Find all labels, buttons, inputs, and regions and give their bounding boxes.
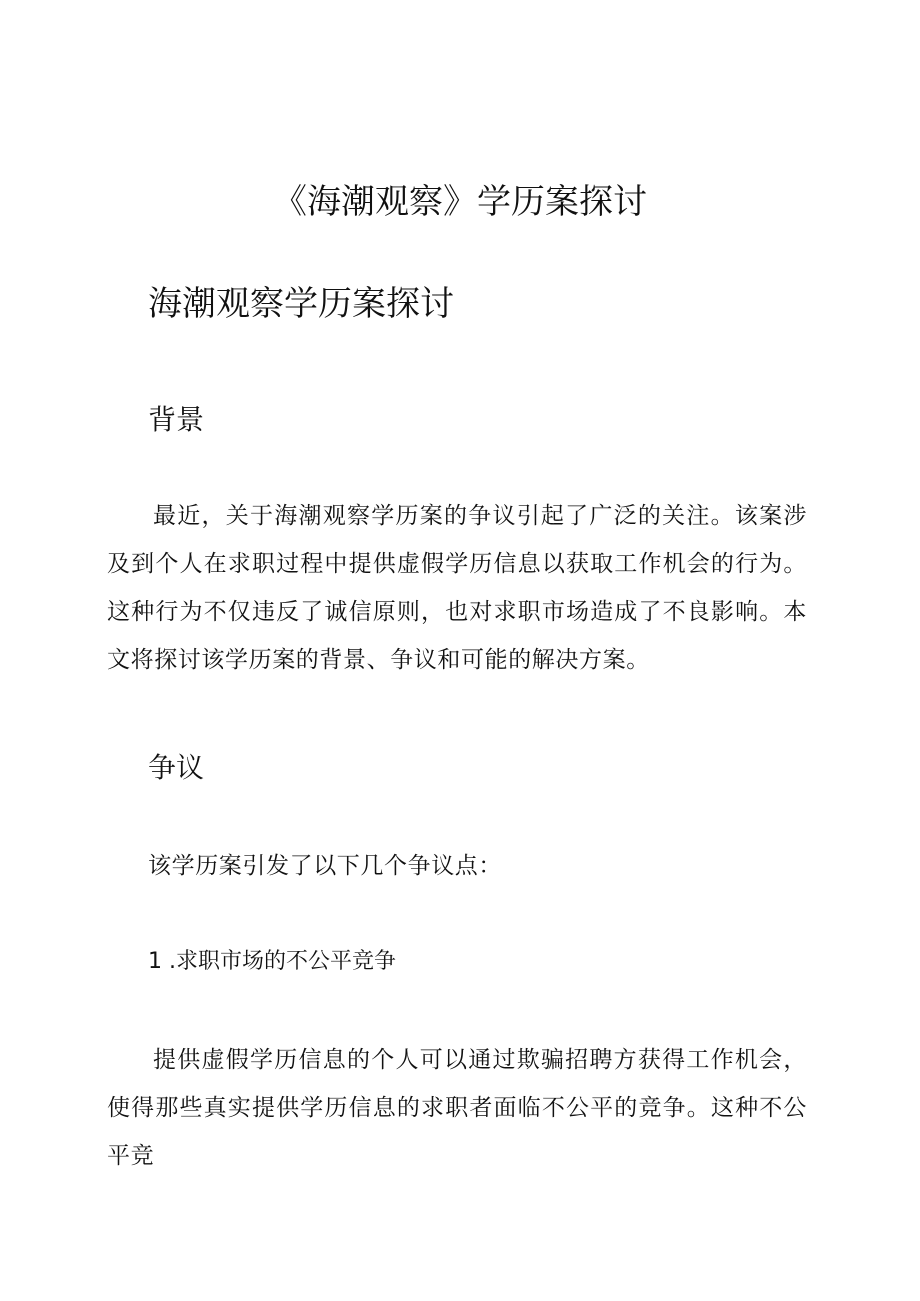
section-heading-background: 背景 (148, 403, 205, 436)
main-heading: 海潮观察学历案探讨 (148, 284, 454, 324)
dispute-point-paragraph: 提供虚假学历信息的个人可以通过欺骗招聘方获得工作机会，使得那些真实提供学历信息的求职者面临不公平的竞争。这种不公平竞 (107, 1047, 807, 1169)
dispute-point-title: 1 .求职市场的不公平竞争 (148, 949, 396, 974)
dispute-intro: 该学历案引发了以下几个争议点： (148, 853, 502, 879)
section-heading-dispute: 争议 (148, 751, 205, 784)
background-paragraph: 最近，关于海潮观察学历案的争议引起了广泛的关注。该案涉及到个人在求职过程中提供虚假学历信息以获取工作机会的行为。这种行为不仅违反了诚信原则，也对求职市场造成了不良影响。本文将探讨该学历案的背景、争议和可能的解决方案。 (107, 503, 807, 673)
document-title: 《海潮观察》学历案探讨 (273, 182, 647, 222)
